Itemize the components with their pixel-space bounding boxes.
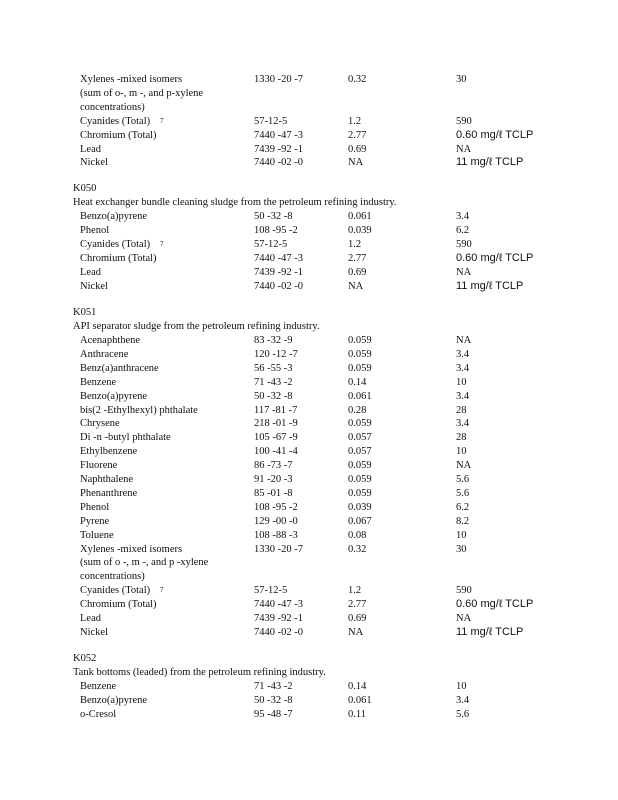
constituent-name: Pyrene <box>80 515 110 527</box>
cas-number: 7439 -92 -1 <box>254 143 303 155</box>
nonwastewater-standard: 0.60 mg/ℓ TCLP <box>456 128 534 141</box>
constituent-name: Ethylbenzene <box>80 446 138 458</box>
waste-description: Heat exchanger bundle cleaning sludge from the petroleum refining industry. <box>73 197 397 208</box>
constituent-name: concentrations) <box>80 571 145 583</box>
wastewater-standard: 0.08 <box>348 529 367 541</box>
table-row <box>0 280 618 294</box>
table-row <box>0 487 618 501</box>
nonwastewater-standard: 11 mg/ℓ TCLP <box>456 625 524 638</box>
table-row <box>0 334 618 348</box>
nonwastewater-standard: 3.4 <box>456 694 470 706</box>
table-row <box>0 598 618 612</box>
constituent-name: Benzo(a)pyrene <box>80 211 148 222</box>
constituent-name: Acenaphthene <box>80 335 141 346</box>
constituent-name: Chromium (Total) <box>80 129 157 141</box>
nonwastewater-standard: 3.4 <box>456 390 470 402</box>
constituent-name: Chromium (Total) <box>80 599 157 611</box>
constituent-name: Benzene <box>80 376 117 388</box>
table-row <box>0 348 618 362</box>
nonwastewater-standard: 0.60 mg/ℓ TCLP <box>456 598 534 611</box>
cas-number: 7440 -47 -3 <box>254 129 303 141</box>
cas-number: 57-12-5 <box>254 115 288 127</box>
table-row <box>0 431 618 445</box>
table-row <box>0 210 618 224</box>
constituent-name: Phenanthrene <box>80 487 138 499</box>
table-row <box>0 459 618 473</box>
cas-number: 71 -43 -2 <box>254 376 293 388</box>
wastewater-standard: 0.32 <box>348 543 367 555</box>
table-row <box>0 515 618 529</box>
constituent-name: Cyanides (Total) <box>80 115 151 127</box>
constituent-name: Nickel <box>80 280 108 292</box>
constituent-name: Di -n -butyl phthalate <box>80 432 171 444</box>
constituent-name: Chromium (Total) <box>80 252 157 264</box>
wastewater-standard: 0.039 <box>348 224 372 236</box>
nonwastewater-standard: 590 <box>456 585 472 597</box>
wastewater-standard: 0.061 <box>348 390 372 402</box>
nonwastewater-standard: 3.4 <box>456 362 470 374</box>
nonwastewater-standard: 10 <box>456 681 467 692</box>
constituent-name: Cyanides (Total) <box>80 238 151 250</box>
nonwastewater-standard: 6.2 <box>456 501 470 513</box>
nonwastewater-standard: 5.6 <box>456 474 470 485</box>
table-row <box>0 376 618 390</box>
cas-number: 7440 -47 -3 <box>254 252 303 264</box>
cas-number: 105 -67 -9 <box>254 432 298 444</box>
nonwastewater-standard: 5.6 <box>456 708 470 720</box>
constituent-name: Lead <box>80 143 101 155</box>
wastewater-standard: 0.057 <box>348 432 372 444</box>
table-row <box>0 404 618 418</box>
waste-code-heading: K051 <box>73 307 97 318</box>
wastewater-standard: 0.69 <box>348 266 367 278</box>
cas-number: 129 -00 -0 <box>254 515 298 527</box>
nonwastewater-standard: 6.2 <box>456 224 470 236</box>
constituent-name: Fluorene <box>80 460 118 472</box>
nonwastewater-standard: NA <box>456 143 472 155</box>
wastewater-standard: NA <box>348 157 364 169</box>
cas-number: 50 -32 -8 <box>254 694 293 706</box>
wastewater-standard: 2.77 <box>348 129 367 141</box>
waste-code-heading: K052 <box>73 653 97 664</box>
cas-number: 7440 -47 -3 <box>254 599 303 611</box>
constituent-name: Phenol <box>80 224 110 236</box>
wastewater-standard: 0.14 <box>348 681 367 692</box>
table-row <box>0 445 618 459</box>
cas-number: 85 -01 -8 <box>254 487 293 499</box>
table-row <box>0 129 618 143</box>
nonwastewater-standard: 28 <box>456 432 467 444</box>
wastewater-standard: NA <box>348 626 364 638</box>
cas-number: 1330 -20 -7 <box>254 74 303 85</box>
cas-number: 7440 -02 -0 <box>254 626 303 638</box>
waste-code-heading: K050 <box>73 183 97 194</box>
table-row <box>0 156 618 170</box>
nonwastewater-standard: 11 mg/ℓ TCLP <box>456 279 524 292</box>
cas-number: 57-12-5 <box>254 238 288 250</box>
cas-number: 120 -12 -7 <box>254 348 298 360</box>
constituent-name: (sum of o-, m -, and p-xylene <box>80 87 204 99</box>
wastewater-standard: 0.32 <box>348 74 367 85</box>
wastewater-standard: 2.77 <box>348 252 367 264</box>
wastewater-standard: 0.059 <box>348 474 372 485</box>
wastewater-standard: 0.69 <box>348 613 367 624</box>
table-row <box>0 473 618 487</box>
constituent-name: Nickel <box>80 626 108 638</box>
cas-number: 1330 -20 -7 <box>254 543 303 555</box>
nonwastewater-standard: 5.6 <box>456 487 470 499</box>
nonwastewater-standard: 3.4 <box>456 418 470 430</box>
cas-number: 50 -32 -8 <box>254 390 293 402</box>
constituent-name: Chrysene <box>80 418 120 430</box>
constituent-name: o-Cresol <box>80 708 117 720</box>
nonwastewater-standard: 10 <box>456 446 467 458</box>
cas-number: 56 -55 -3 <box>254 362 293 374</box>
cas-number: 86 -73 -7 <box>254 460 293 472</box>
cas-number: 7439 -92 -1 <box>254 613 303 624</box>
wastewater-standard: 0.059 <box>348 362 372 374</box>
cas-number: 100 -41 -4 <box>254 446 298 458</box>
table-row <box>0 390 618 404</box>
wastewater-standard: 0.059 <box>348 460 372 472</box>
table-row <box>0 680 618 694</box>
table-row <box>0 626 618 640</box>
wastewater-standard: 1.2 <box>348 238 362 250</box>
table-row <box>0 708 618 722</box>
constituent-name: concentrations) <box>80 101 145 113</box>
table-row <box>0 238 618 252</box>
cas-number: 108 -95 -2 <box>254 224 298 236</box>
table-row <box>0 612 618 626</box>
table-row <box>0 73 618 87</box>
wastewater-standard: 0.059 <box>348 348 372 360</box>
wastewater-standard: 0.28 <box>348 404 367 416</box>
cas-number: 91 -20 -3 <box>254 474 293 485</box>
constituent-name: Benz(a)anthracene <box>80 362 159 374</box>
constituent-name: Nickel <box>80 157 108 169</box>
wastewater-standard: 0.059 <box>348 487 372 499</box>
wastewater-standard: NA <box>348 280 364 292</box>
constituent-name: Benzo(a)pyrene <box>80 390 148 402</box>
constituent-name: Anthracene <box>80 348 129 360</box>
cas-number: 218 -01 -9 <box>254 418 298 430</box>
table-row <box>0 362 618 376</box>
wastewater-standard: 0.057 <box>348 446 372 458</box>
wastewater-standard: 0.11 <box>348 708 366 720</box>
nonwastewater-standard: NA <box>456 613 472 624</box>
wastewater-standard: 0.059 <box>348 418 372 430</box>
footnote-marker: 7 <box>160 116 164 125</box>
waste-description: Tank bottoms (leaded) from the petroleum refining industry. <box>73 667 326 678</box>
cas-number: 117 -81 -7 <box>254 404 298 416</box>
nonwastewater-standard: 8.2 <box>456 515 470 527</box>
nonwastewater-standard: 3.4 <box>456 348 470 360</box>
nonwastewater-standard: NA <box>456 266 472 278</box>
wastewater-standard: 0.061 <box>348 694 372 706</box>
cas-number: 108 -88 -3 <box>254 529 298 541</box>
cas-number: 108 -95 -2 <box>254 501 298 513</box>
cas-number: 57-12-5 <box>254 585 288 597</box>
nonwastewater-standard: 30 <box>456 543 467 555</box>
wastewater-standard: 0.039 <box>348 501 372 513</box>
nonwastewater-standard: 10 <box>456 529 467 541</box>
constituent-name: Cyanides (Total) <box>80 585 151 597</box>
nonwastewater-standard: 28 <box>456 404 467 416</box>
cas-number: 50 -32 -8 <box>254 211 293 222</box>
nonwastewater-standard: 30 <box>456 74 467 85</box>
wastewater-standard: 2.77 <box>348 599 367 611</box>
wastewater-standard: 0.69 <box>348 143 367 155</box>
table-row <box>0 115 618 129</box>
footnote-marker: 7 <box>160 239 164 248</box>
table-row <box>0 143 618 157</box>
cas-number: 95 -48 -7 <box>254 708 293 720</box>
table-row <box>0 101 618 115</box>
wastewater-standard: 0.061 <box>348 211 372 222</box>
constituent-name: Xylenes -mixed isomers <box>80 543 183 555</box>
waste-description: API separator sludge from the petroleum refining industry. <box>73 321 320 332</box>
nonwastewater-standard: 590 <box>456 238 472 250</box>
nonwastewater-standard: 0.60 mg/ℓ TCLP <box>456 251 534 264</box>
table-row <box>0 570 618 584</box>
table-row <box>0 529 618 543</box>
cas-number: 7440 -02 -0 <box>254 157 303 169</box>
table-row <box>0 87 618 101</box>
cas-number: 7440 -02 -0 <box>254 280 303 292</box>
constituent-name: Phenol <box>80 501 110 513</box>
nonwastewater-standard: 3.4 <box>456 211 470 222</box>
cas-number: 7439 -92 -1 <box>254 266 303 278</box>
wastewater-standard: 0.067 <box>348 515 372 527</box>
table-row <box>0 584 618 598</box>
wastewater-standard: 0.14 <box>348 376 367 388</box>
table-row <box>0 556 618 570</box>
constituent-name: Lead <box>80 266 101 278</box>
table-row <box>0 224 618 238</box>
footnote-marker: 7 <box>160 586 164 595</box>
table-row <box>0 501 618 515</box>
wastewater-standard: 1.2 <box>348 585 362 597</box>
constituent-name: Xylenes -mixed isomers <box>80 74 183 85</box>
nonwastewater-standard: 11 mg/ℓ TCLP <box>456 156 524 169</box>
constituent-name: Lead <box>80 613 101 624</box>
constituent-name: (sum of o -, m -, and p -xylene <box>80 557 209 569</box>
constituent-name: Toluene <box>80 529 114 541</box>
nonwastewater-standard: 590 <box>456 115 472 127</box>
table-row <box>0 266 618 280</box>
nonwastewater-standard: 10 <box>456 376 467 388</box>
nonwastewater-standard: NA <box>456 460 472 472</box>
table-row <box>0 694 618 708</box>
wastewater-standard: 0.059 <box>348 335 372 346</box>
table-row <box>0 252 618 266</box>
wastewater-standard: 1.2 <box>348 115 362 127</box>
constituent-name: bis(2 -Ethylhexyl) phthalate <box>80 404 198 416</box>
constituent-name: Benzene <box>80 681 117 692</box>
table-row <box>0 543 618 557</box>
cas-number: 83 -32 -9 <box>254 335 293 346</box>
cas-number: 71 -43 -2 <box>254 681 293 692</box>
constituent-name: Naphthalene <box>80 474 134 485</box>
table-row <box>0 417 618 431</box>
nonwastewater-standard: NA <box>456 335 472 346</box>
constituent-name: Benzo(a)pyrene <box>80 694 148 706</box>
